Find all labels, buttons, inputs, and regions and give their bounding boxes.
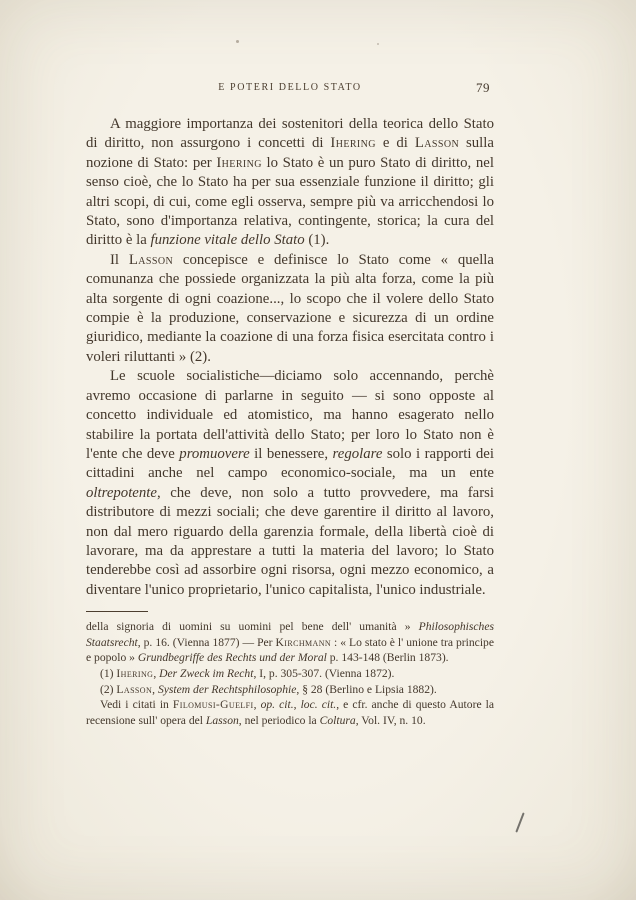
text-segment: , e cfr. anche di questo Autore la recensione sull' opera del: [86, 698, 495, 727]
dust-speck: [236, 40, 239, 43]
text-segment: (1): [100, 666, 117, 680]
ink-mark: [515, 812, 524, 832]
text-segment: e di: [375, 135, 415, 152]
text-segment: A maggiore importanza dei sostenitori della teorica dello Stato di diritto, non assurgono i concetti di: [86, 116, 494, 152]
page-number: 79: [476, 80, 490, 95]
footnote-vedi: [86, 697, 494, 728]
text-segment: promuovere: [179, 445, 250, 462]
text-segment: Lasson: [116, 682, 153, 696]
text-segment: Ihering: [330, 135, 376, 152]
text-segment: , § 28 (Berlino e Lipsia 1882).: [296, 682, 437, 696]
footnote-separator: [86, 611, 148, 612]
text-segment: della signoria di uomini su uomini pel bene dell' umanità »: [86, 620, 419, 634]
text-block: [86, 82, 494, 728]
text-segment: Ihering: [216, 154, 262, 171]
text-segment: Vedi i citati in: [100, 698, 173, 712]
text-segment: Kirchmann: [275, 635, 332, 649]
text-segment: , che deve, non solo a tutto provvedere, ma farsi distributore di mezzi sociali; che deve garentire il diritto al lavoro, non dal mero riguardo della garenzia formale, della libertà cioè di lavorare, ma da apprestare a tutti la materia del lavoro; lo Stato tenderebbe così ad assorbire ogni risorsa, ogni mezzo economico, a diventare l'unico proprietario, l'unico capitalista, l'unico industriale.: [86, 484, 494, 598]
paragraph: [86, 115, 494, 251]
text-segment: Filomusi-Guelfi: [172, 698, 254, 712]
text-segment: : « Lo stato è l' unione tra principe e popolo »: [86, 635, 494, 665]
text-segment: Ihering: [116, 666, 154, 680]
text-segment: Lasson: [205, 713, 239, 727]
text-segment: loc. cit.: [300, 698, 337, 712]
text-segment: p. 143-148 (Berlin 1873).: [326, 651, 449, 665]
footnote-continuation: [86, 619, 494, 666]
footnotes: [86, 619, 494, 728]
text-segment: , Vol. IV, n. 10.: [355, 713, 426, 727]
text-segment: concepisce e definisce lo Stato come « quella comunanza che possiede organizzata la più alta forza, come la più alta sorgente di ogni coazione..., lo scopo che il volere dello Stato compie è la produzione, conservazione e sicurezza di un ordine giuridico, mediante la coazione di una forza fisica esercitata contro i voleri riluttanti » (2).: [86, 251, 494, 365]
text-segment: ,: [153, 666, 160, 680]
footnote-1: [86, 666, 494, 682]
text-segment: Le scuole socialistiche—diciamo solo accennando, perchè avremo occasione di parlarne in seguito — si sono opposte al concetto individuale ed atomistico, ma hanno esagerato nello stabilire la portata dell'attività dello Stato; per loro lo Stato non è l'ente che deve: [86, 368, 494, 462]
text-segment: lo Stato è un puro Stato di diritto, nel senso cioè, che lo Stato ha per sua essenziale funzione il diritto; gli altri scopi, di cui, come egli osserva, sempre più va arricchendosi lo Stato, sono d'importanza relativa, contingente, storica; la cura del diritto è la: [86, 154, 494, 249]
text-segment: sulla nozione di Stato: per: [86, 135, 494, 171]
text-segment: Il: [110, 251, 129, 268]
text-segment: op. cit.: [260, 698, 294, 712]
running-title: E POTERI DELLO STATO: [218, 82, 362, 93]
text-segment: (1).: [304, 232, 330, 249]
text-segment: oltrepotente: [86, 484, 157, 501]
text-segment: regolare: [332, 445, 383, 462]
text-segment: Grundbegriffe des Rechts und der Moral: [137, 651, 327, 665]
text-segment: Lasson: [128, 251, 174, 268]
text-segment: funzione vitale dello Stato: [150, 232, 305, 249]
text-segment: Philosophisches Staatsrecht: [86, 620, 494, 649]
text-segment: solo i rapporti dei cittadini anche nel campo economico-sociale, ma un ente: [86, 445, 494, 482]
text-segment: Coltura: [319, 713, 356, 727]
text-segment: , nel periodico la: [238, 713, 320, 727]
text-segment: Der Zweck im Recht: [159, 666, 254, 680]
paragraph: [86, 367, 494, 600]
text-segment: , p. 16. (Vienna 1877) — Per: [137, 635, 276, 649]
text-segment: ,: [152, 682, 158, 696]
footnote-2: [86, 682, 494, 698]
text-segment: il benessere,: [249, 445, 333, 462]
text-segment: Lasson: [414, 135, 460, 152]
paragraph: [86, 251, 494, 367]
text-segment: ,: [253, 698, 261, 712]
text-segment: (2): [100, 682, 117, 696]
text-segment: ,: [293, 698, 301, 712]
body-text: [86, 115, 494, 600]
running-header: [86, 82, 494, 97]
text-segment: , I, p. 305-307. (Vienna 1872).: [253, 666, 395, 680]
text-segment: System der Rechtsphilosophie: [157, 682, 297, 696]
dust-speck: [377, 43, 379, 45]
